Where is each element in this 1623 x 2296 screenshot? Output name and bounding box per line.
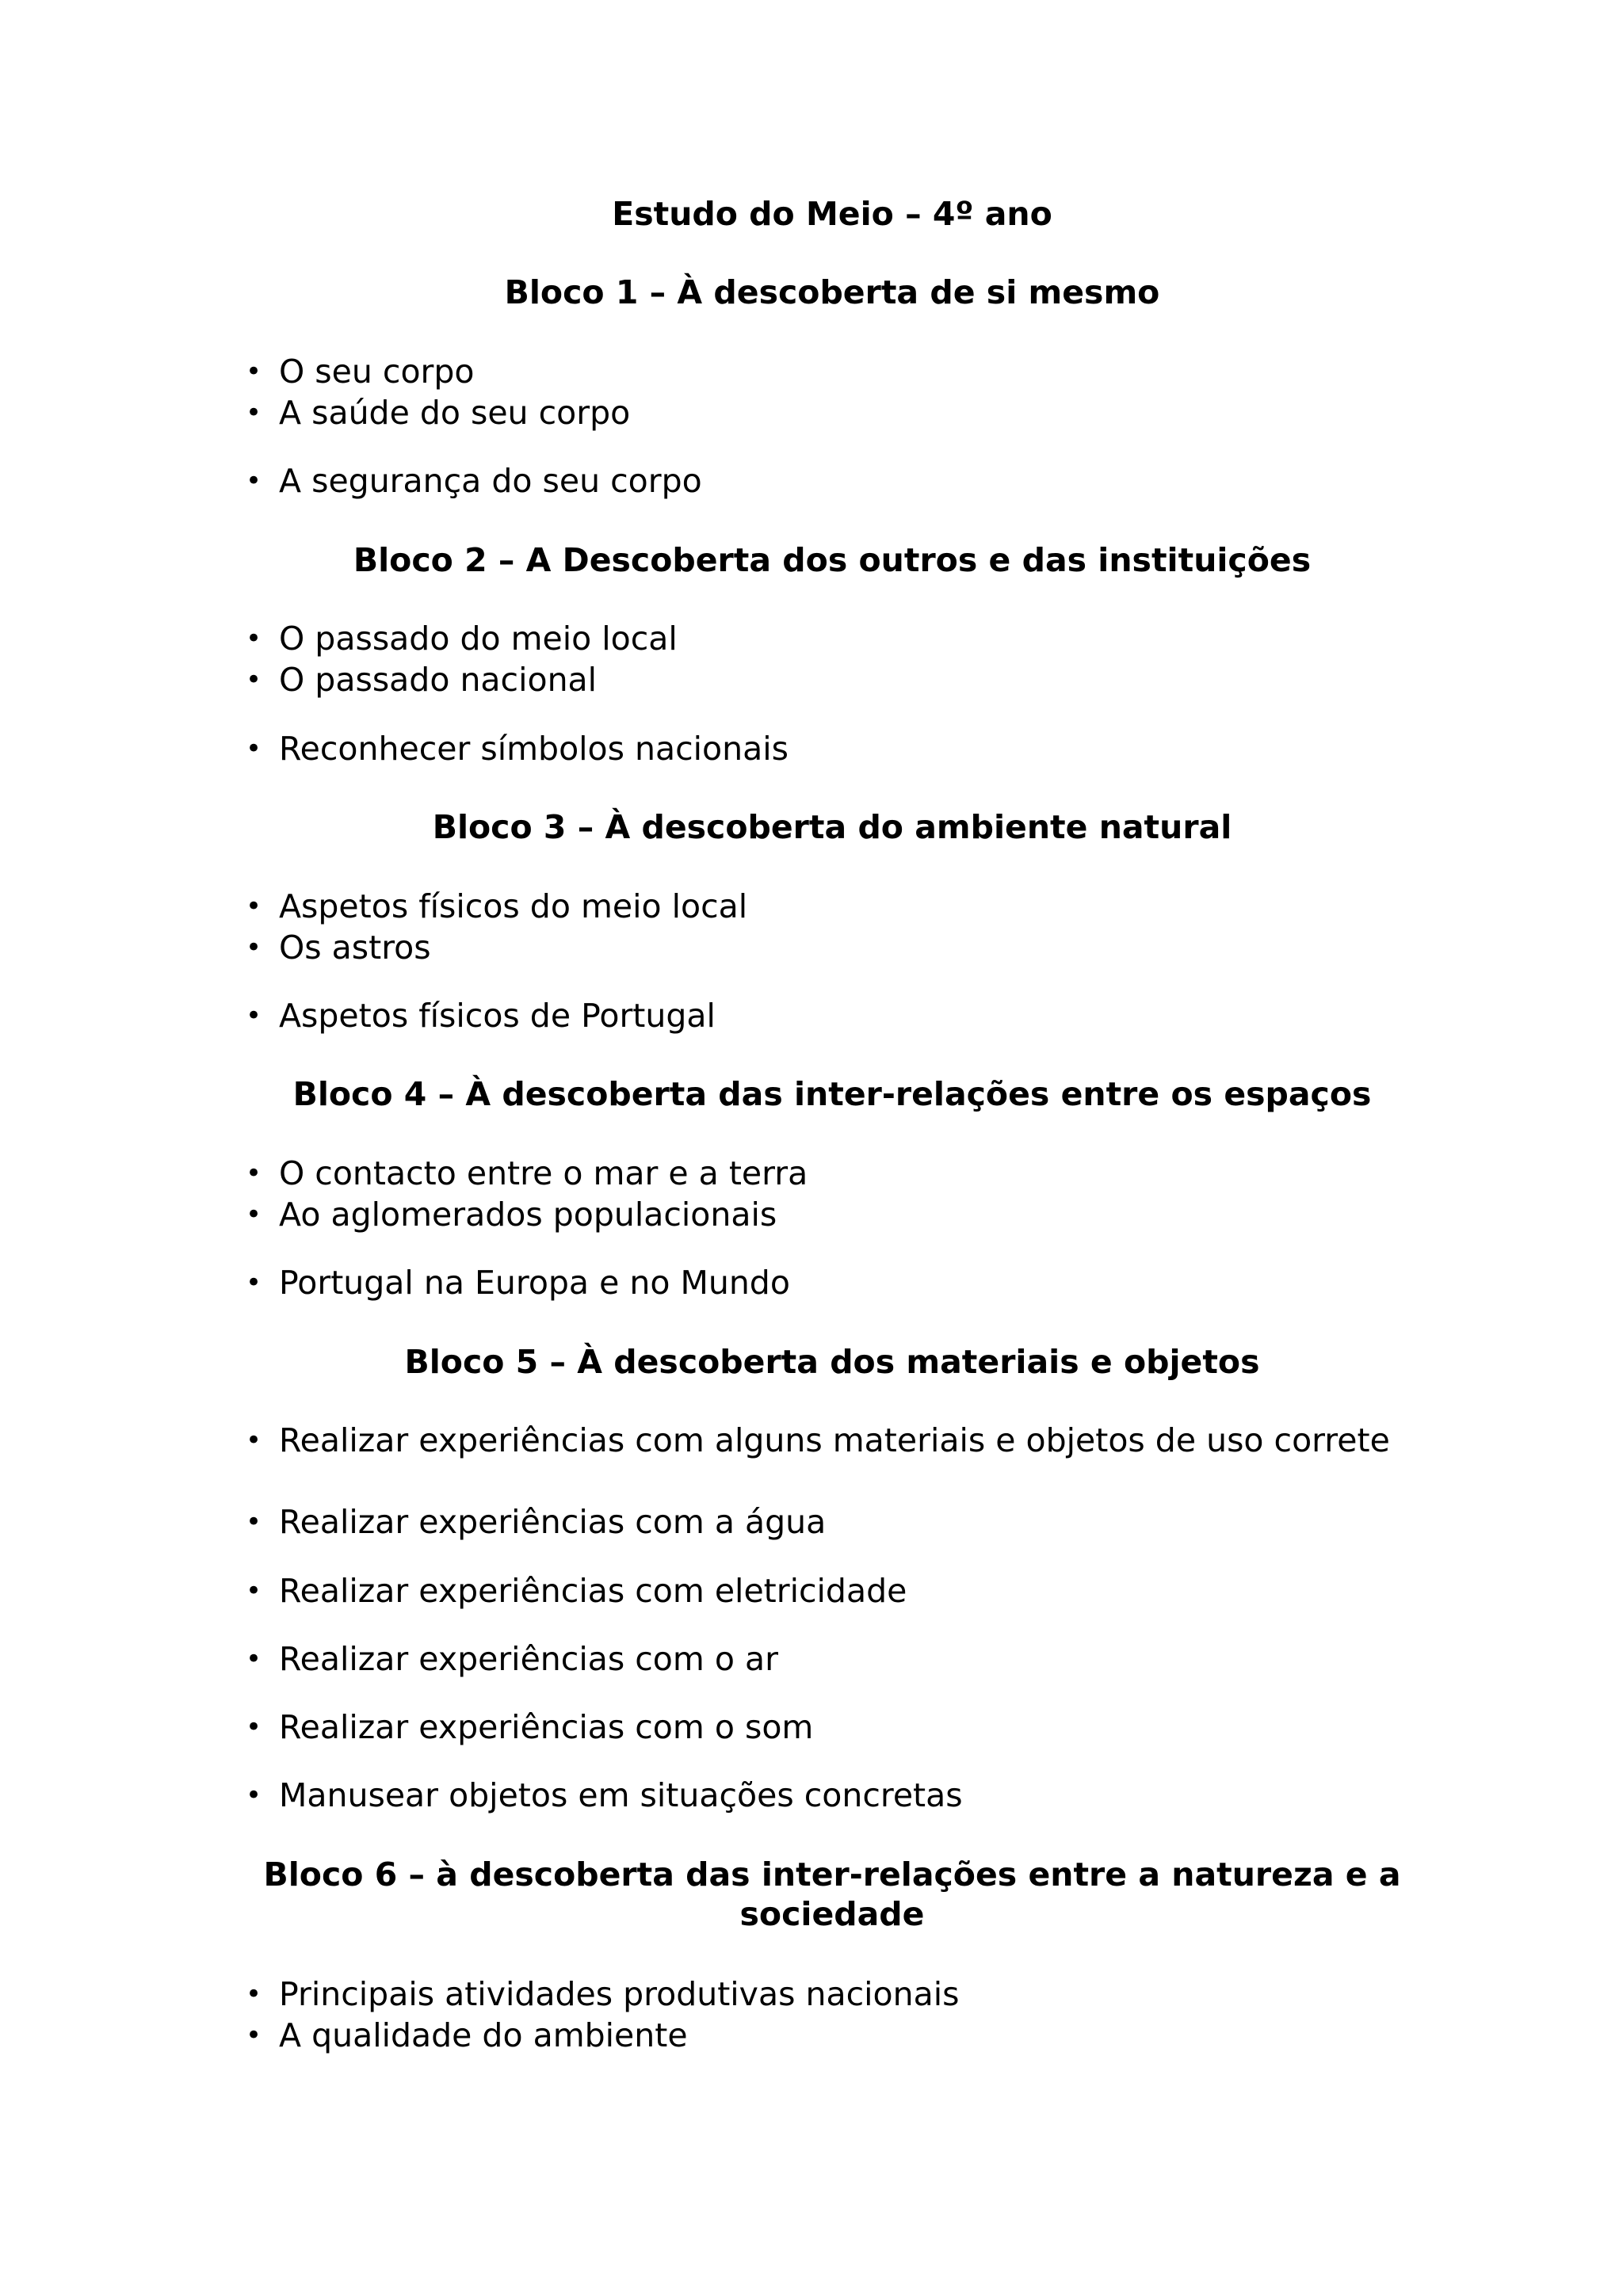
block-3-item-3: • Aspetos físicos de Portugal bbox=[279, 996, 1436, 1035]
block-3-heading: Bloco 3 – À descoberta do ambiente natural bbox=[432, 808, 1232, 846]
block-5-item-2: • Realizar experiências com a água bbox=[279, 1502, 1436, 1542]
block-4-item-1: • O contacto entre o mar e a terra bbox=[279, 1154, 1436, 1193]
block-3-item-2: • Os astros bbox=[279, 928, 1436, 967]
block-6-item-1: • Principais atividades produtivas nacionais bbox=[279, 1974, 1436, 2014]
block-2-item-3: • Reconhecer símbolos nacionais bbox=[279, 729, 1436, 769]
block-5-item-5: • Realizar experiências com o som bbox=[279, 1707, 1436, 1747]
block-4-item-2: • Ao aglomerados populacionais bbox=[279, 1195, 1436, 1234]
block-6-item-2: • A qualidade do ambiente bbox=[279, 2016, 1436, 2055]
block-6-heading: Bloco 6 – à descoberta das inter-relações entre a natureza e a sociedade bbox=[263, 1855, 1401, 1933]
block-1-item-3: • A segurança do seu corpo bbox=[279, 461, 1436, 501]
block-2-item-1: • O passado do meio local bbox=[279, 619, 1436, 658]
block-4-item-3: • Portugal na Europa e no Mundo bbox=[279, 1263, 1436, 1302]
block-1-heading: Bloco 1 – À descoberta de si mesmo bbox=[504, 273, 1160, 311]
block-5-item-6: • Manusear objetos em situações concretas bbox=[279, 1775, 1436, 1815]
block-3-item-1: • Aspetos físicos do meio local bbox=[279, 887, 1436, 926]
block-1-item-1: • O seu corpo bbox=[279, 352, 1436, 391]
block-2-item-2: • O passado nacional bbox=[279, 660, 1436, 700]
block-5-item-1: • Realizar experiências com alguns materiais e objetos de uso correte bbox=[279, 1421, 1436, 1460]
document-title: Estudo do Meio – 4º ano bbox=[612, 195, 1052, 233]
block-5-heading: Bloco 5 – À descoberta dos materiais e objetos bbox=[404, 1343, 1260, 1381]
block-2-heading: Bloco 2 – A Descoberta dos outros e das instituições bbox=[353, 541, 1312, 579]
block-1-item-2: • A saúde do seu corpo bbox=[279, 393, 1436, 433]
block-5-item-3: • Realizar experiências com eletricidade bbox=[279, 1571, 1436, 1611]
block-5-item-4: • Realizar experiências com o ar bbox=[279, 1639, 1436, 1679]
block-4-heading: Bloco 4 – À descoberta das inter-relações entre os espaços bbox=[292, 1075, 1372, 1113]
